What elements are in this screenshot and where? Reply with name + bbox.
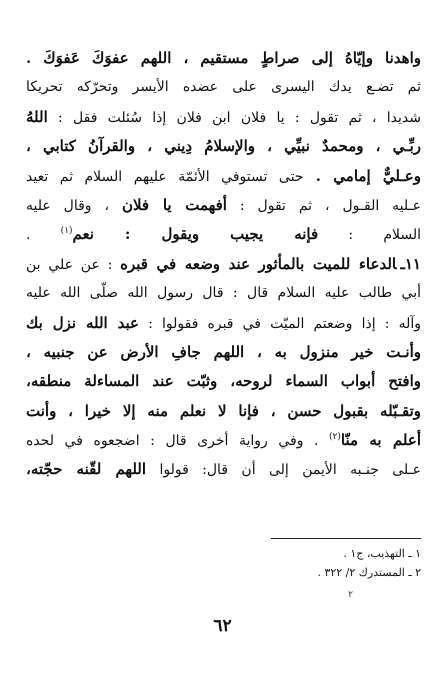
text-line: [26, 162, 421, 191]
bold-run: وأنـت خير منزول به ، اللهم جافِ الأرض عن جنبيه ،: [26, 342, 421, 361]
bold-run: عبد الله نزل بك: [26, 313, 139, 332]
bold-run: واهدنا وإيّاهُ إلى صراطٍ مستقيم ، اللهم عفوَكَ عَفوَكَ .: [26, 49, 421, 67]
small-mark: ٢: [348, 590, 353, 600]
text-line: [26, 279, 421, 308]
footnote-divider: [271, 538, 421, 539]
footnote-2: ٢ ـ المستدرك ٢/ ٣٢٢ .: [317, 566, 421, 579]
text-line: [26, 73, 421, 102]
text-run: ثم تضـع يدك اليسرى على عضده الأيسر وتحرّكه تحريكا: [26, 79, 421, 96]
bold-run: فإنه يجيب ويقول : نعم: [72, 225, 319, 244]
page-number: ٦٢: [213, 616, 232, 636]
text-run: شديدا ، ثم تقول : يا فلان ابن فلان إذا سُئلت فقل :: [47, 109, 421, 126]
footnote-ref: (٢): [329, 432, 341, 443]
text-run: ، وقال عليه: [26, 197, 122, 214]
main-text: [26, 44, 421, 485]
text-line: [26, 397, 421, 426]
text-line: [26, 426, 421, 455]
text-run: حتى تستوفي الأئمّة عليهم السلام ثم تعيد: [26, 168, 304, 185]
text-line: [26, 44, 421, 73]
bold-run: أعلم به منّا: [340, 431, 421, 450]
footnote-1: ١ ـ التهذيب، ج١ .: [343, 547, 421, 560]
text-run: السلام :: [318, 227, 421, 244]
text-line: [26, 309, 421, 338]
text-line: [26, 220, 421, 249]
text-run: . وفي رواية أخرى قال : اضجعوه في لحده: [26, 433, 330, 450]
text-run: : عن علي بن: [26, 256, 121, 273]
text-run: .: [26, 227, 61, 244]
text-run: أبي طالب عليه السلام قال : قال رسول الله صلّى الله عليه: [26, 285, 421, 302]
footnotes: [26, 544, 421, 582]
footnote-ref: (١): [60, 226, 73, 237]
bold-run: أفهمت يا فلان: [121, 195, 227, 214]
bold-run: الدعاء للميت بالمأثور عند وضعه في قبره: [120, 254, 397, 273]
text-line: [26, 191, 421, 220]
section-number: ١١ـ: [400, 254, 421, 273]
text-line: [26, 103, 421, 132]
text-line: [26, 132, 421, 161]
text-run: وآله : إذا وضعتم الميّت في قبره فقولوا :: [139, 315, 421, 332]
bold-run: وتقـبّله بقبول حسن ، فإنا لا نعلم منه إلا خيرا ، وأنت: [26, 401, 421, 420]
bold-run: اللهُ: [26, 107, 48, 126]
bold-run: اللهم لقّنه حجّته،: [26, 460, 147, 479]
text-line: [26, 455, 421, 484]
text-run: عـليه القـول ، ثم تقول :: [226, 197, 421, 214]
bold-run: وعـليٌّ إمامي .: [303, 166, 421, 185]
text-line: [26, 367, 421, 396]
bold-run: ربِّـي ، ومحمدٌ نبيِّي ، والإسلامُ دِيني ، والقرآنُ كتابي ،: [26, 137, 421, 156]
bold-run: وافتح أبواب السماء لروحه، وثبّت عند المساءلة منطقه،: [26, 372, 421, 391]
text-run: عـلى جنـبه الأيمن إلى أن قال: قولوا: [146, 462, 421, 479]
text-line: [26, 338, 421, 367]
text-line: [26, 250, 421, 279]
